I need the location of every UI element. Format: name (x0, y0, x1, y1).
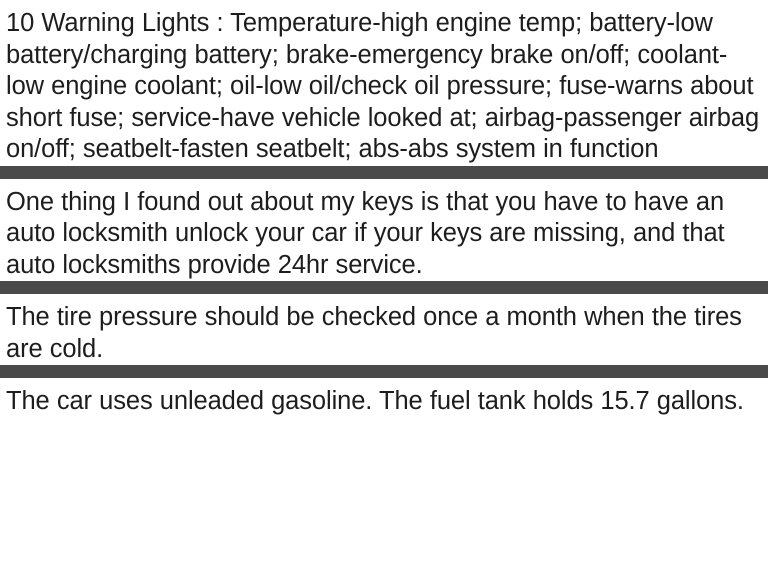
text-block-fuel (0, 378, 768, 418)
text-block-warning-lights (0, 0, 768, 166)
section-divider-3 (0, 365, 768, 378)
text-block-tire-pressure (0, 294, 768, 365)
paragraph-tire-pressure: The tire pressure should be checked once a month when the tires are cold. (6, 303, 742, 363)
paragraph-warning-lights: 10 Warning Lights : Temperature-high engine temp; battery-low battery/charging battery; brake-emergency brake on/off; coolant-low engine coolant; oil-low oil/check oil pressure; fuse-warns about short fuse; service-have vehicle looked at; airbag-passenger airbag on/off; seatbelt-fasten seatbelt; abs-abs system in function (6, 9, 760, 163)
section-divider-2 (0, 281, 768, 294)
section-divider-1 (0, 166, 768, 179)
paragraph-keys-locksmith: One thing I found out about my keys is that you have to have an auto locksmith unlock your car if your keys are missing, and that auto locksmiths provide 24hr service. (6, 187, 725, 279)
paragraph-fuel: The car uses unleaded gasoline. The fuel tank holds 15.7 gallons. (6, 387, 744, 415)
text-block-keys-locksmith (0, 179, 768, 282)
